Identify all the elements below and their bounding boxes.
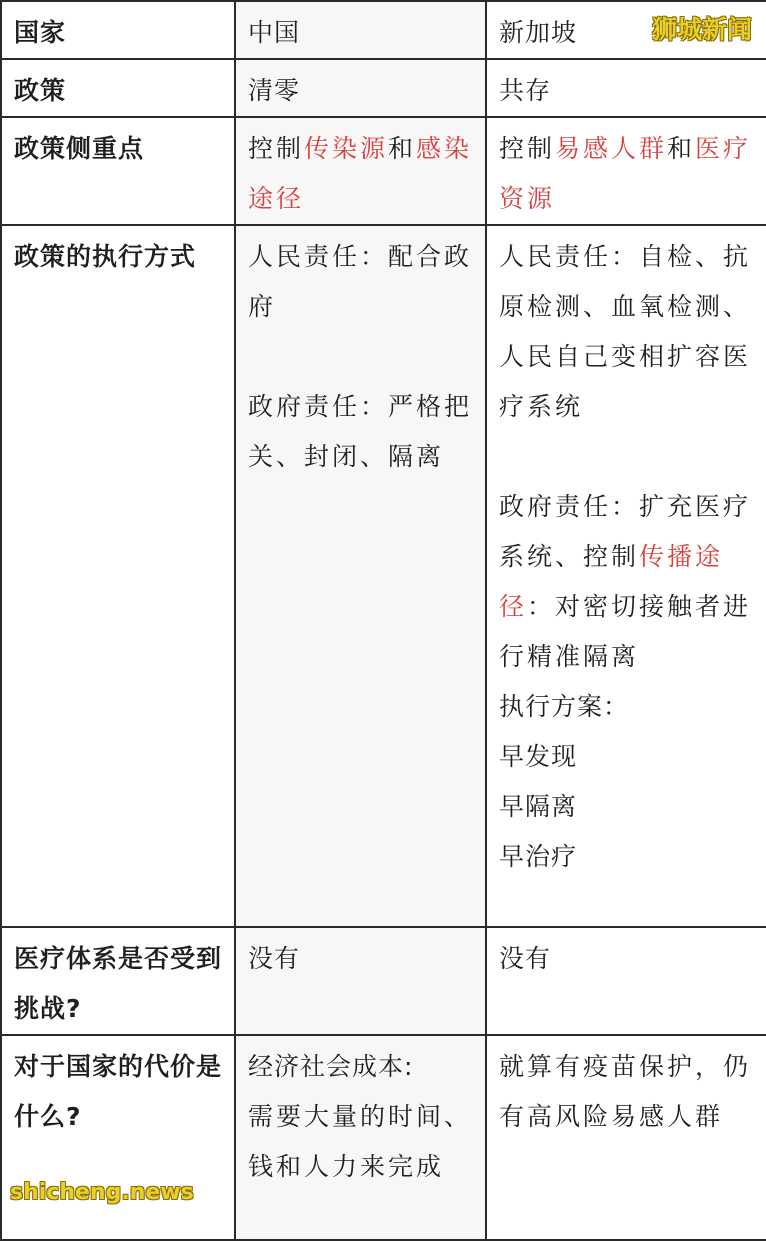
header-singapore: 新加坡 [486, 1, 766, 59]
row-execution [1, 225, 766, 927]
plan-item: 早隔离 [499, 792, 578, 821]
focus-label: 政策侧重点 [1, 117, 235, 225]
cost-china [235, 1035, 486, 1240]
cost-china-line2: 需要大量的时间、钱和人力来完成 [248, 1102, 473, 1181]
focus-singapore-highlight2: 医疗资源 [499, 134, 752, 213]
focus-china-highlight1: 传染源 [304, 134, 389, 163]
execution-singapore-gov [499, 482, 754, 682]
execution-singapore-gov-text2: ：对密切接触者进行精准隔离 [499, 592, 752, 671]
execution-singapore-people1: 人民责任：自检、抗原检测、血氧检测、 [499, 242, 752, 321]
plan-item: 早治疗 [499, 842, 578, 871]
cost-china-line1: 经济社会成本: [248, 1052, 414, 1081]
cost-singapore: 就算有疫苗保护，仍有高风险易感人群 [486, 1035, 766, 1240]
cost-label: 对于国家的代价是什么? [1, 1035, 235, 1240]
focus-singapore [486, 117, 766, 225]
execution-china [235, 225, 486, 927]
policy-china: 清零 [235, 59, 486, 117]
execution-singapore-gov-highlight: 传播途径 [499, 542, 724, 621]
focus-singapore-highlight1: 易感人群 [555, 134, 668, 163]
focus-china [235, 117, 486, 225]
row-focus [1, 117, 766, 225]
policy-label: 政策 [1, 59, 235, 117]
row-policy [1, 59, 766, 117]
focus-china-highlight2: 感染途径 [248, 134, 473, 213]
execution-singapore-gov-text1: 政府责任：扩充医疗系统、控制 [499, 492, 752, 571]
header-country-label: 国家 [1, 1, 235, 59]
header-china: 中国 [235, 1, 486, 59]
challenged-china: 没有 [235, 927, 486, 1035]
plan-item: 早发现 [499, 742, 578, 771]
focus-singapore-text1: 控制 [499, 134, 556, 163]
focus-singapore-text2: 和 [667, 134, 696, 163]
focus-china-text1: 控制 [248, 134, 305, 163]
challenged-label: 医疗体系是否受到挑战? [1, 927, 235, 1035]
row-challenged [1, 927, 766, 1035]
policy-singapore: 共存 [486, 59, 766, 117]
row-cost [1, 1035, 766, 1240]
execution-label: 政策的执行方式 [1, 225, 235, 927]
challenged-singapore: 没有 [486, 927, 766, 1035]
watermark-logo-url: shicheng.news [10, 1180, 194, 1205]
execution-china-gov: 政府责任：严格把关、封闭、隔离 [248, 392, 473, 471]
watermark-logo-cn: 狮城新闻 [651, 15, 752, 44]
focus-china-text2: 和 [388, 134, 417, 163]
execution-singapore-plan-label: 执行方案： [499, 692, 630, 721]
execution-singapore-people2: 人民自己变相扩容医疗系统 [499, 342, 752, 421]
execution-china-people: 人民责任：配合政府 [248, 242, 473, 321]
execution-singapore [486, 225, 766, 927]
